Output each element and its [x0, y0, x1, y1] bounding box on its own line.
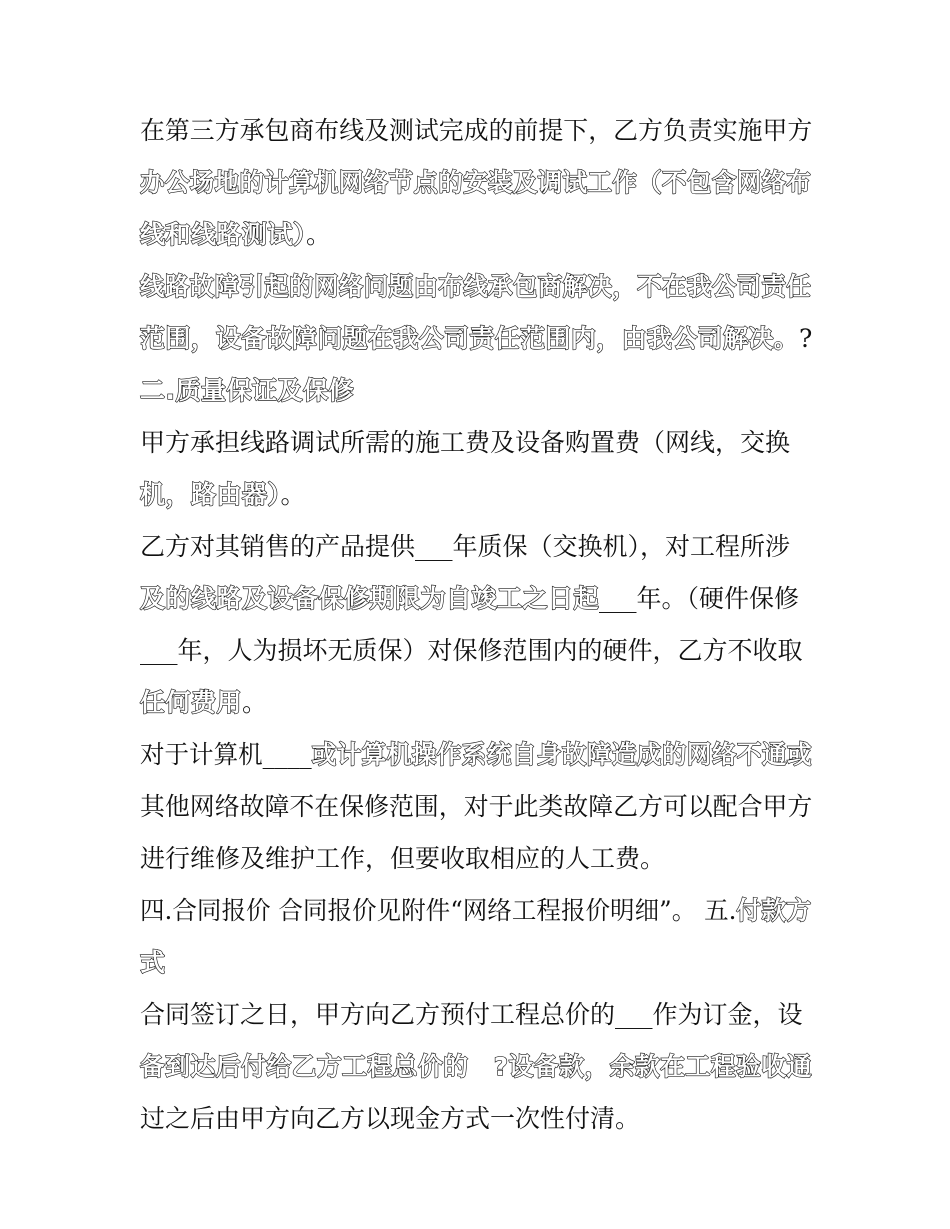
- text-line: [140, 313, 813, 365]
- text-segment: 及的线路及设备保修期限为自竣工之日起: [140, 584, 600, 613]
- text-line: [140, 209, 812, 261]
- text-segment: 四.合同报价 合同报价见附件“网络工程报价明细”。 五.: [140, 896, 737, 925]
- text-line: [140, 625, 812, 677]
- text-line: [140, 521, 812, 573]
- text-segment: 甲方承担线路调试所需的施工费及设备购置费（网线，交换: [140, 428, 791, 457]
- text-segment: 进行维修及维护工作，但要收取相应的人工费。: [140, 844, 666, 873]
- text-segment: ___年，人为损坏无质保）对保修范围内的硬件，乙方不收取: [140, 636, 803, 665]
- text-segment: 其他网络故障不在保修范围，对于此类故障乙方可以配合甲方: [140, 792, 813, 821]
- text-line: [140, 365, 812, 417]
- text-segment: 机，路由器）: [140, 480, 281, 509]
- text-line: [140, 885, 812, 937]
- text-line: [140, 989, 812, 1041]
- text-segment: 合同签订之日，甲方向乙方预付工程总价的___作为订金，设: [140, 1000, 803, 1029]
- text-line: [140, 417, 812, 469]
- text-line: [140, 469, 812, 521]
- text-line: [140, 1093, 812, 1145]
- text-segment: ___年。（硬件保修: [599, 584, 800, 613]
- text-line: [140, 729, 813, 781]
- text-line: [140, 937, 812, 989]
- text-segment: ?: [799, 324, 813, 353]
- text-line: [140, 677, 812, 729]
- text-segment: 任何费用: [140, 688, 243, 717]
- text-segment: 付款方: [736, 896, 812, 925]
- text-segment: 备到达后付给乙方工程总价的 ?设备款，余款在工程验收通: [140, 1052, 812, 1081]
- text-line: [140, 573, 812, 625]
- text-line: [140, 105, 813, 157]
- text-segment: 办公场地的计算机网络节点的安装及调试工作（不包含网络布: [140, 168, 812, 197]
- text-segment: 线和线路测试）: [140, 220, 307, 249]
- text-segment: 对于计算机____: [140, 740, 312, 769]
- text-segment: 乙方对其销售的产品提供___年质保（交换机），对工程所涉: [140, 532, 791, 561]
- text-segment: 。: [280, 480, 306, 509]
- text-segment: 线路故障引起的网络问题由布线承包商解决，不在我公司责任: [140, 272, 812, 301]
- text-line: [140, 781, 813, 833]
- text-segment: 过之后由甲方向乙方以现金方式一次性付清。: [140, 1104, 641, 1133]
- text-segment: 。: [306, 220, 332, 249]
- text-segment: 。: [242, 688, 268, 717]
- text-line: [140, 1041, 812, 1093]
- text-line: [140, 261, 812, 313]
- document-body: [140, 105, 812, 1145]
- text-segment: 式: [140, 948, 166, 977]
- text-segment: 在第三方承包商布线及测试完成的前提下，乙方负责实施甲方: [140, 116, 813, 145]
- text-line: [140, 833, 812, 885]
- text-segment: 或计算机操作系统自身故障造成的网络不通或: [311, 740, 813, 769]
- text-segment: 二.质量保证及保修: [140, 376, 354, 405]
- text-line: [140, 157, 812, 209]
- text-segment: 范围，设备故障问题在我公司责任范围内，由我公司解决。: [140, 324, 800, 353]
